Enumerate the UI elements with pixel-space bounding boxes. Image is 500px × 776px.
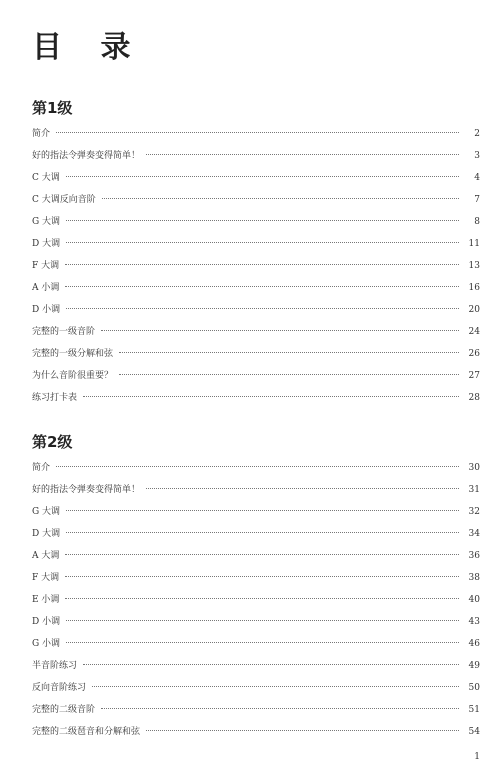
toc-entry[interactable] [32,523,480,545]
dot-leader [65,554,459,555]
toc-entry-page: 20 [468,305,480,315]
toc-entry[interactable] [32,479,480,501]
toc-entry-page: 24 [468,327,480,337]
toc-entry-page: 40 [468,595,480,605]
toc-entry-label: G 大调 [32,217,61,227]
toc-entry[interactable] [32,721,480,743]
toc-entry[interactable] [32,365,480,387]
toc-entry-label: D 大调 [32,239,61,249]
toc-entry-label: 半音阶练习 [32,661,78,671]
section-heading: 第2级 [32,433,73,451]
toc-entry-page: 13 [468,261,480,271]
dot-leader [56,466,459,467]
dot-leader [66,642,459,643]
toc-entry-page: 30 [468,463,480,473]
toc-entry-label: 简介 [32,129,51,139]
toc-entry-page: 27 [468,371,480,381]
toc-entry-page: 2 [474,129,480,139]
toc-entry[interactable] [32,211,480,233]
dot-leader [83,664,459,665]
dot-leader [146,154,459,155]
toc-entry-page: 46 [468,639,480,649]
dot-leader [66,532,459,533]
page-number: 1 [474,752,480,762]
dot-leader [66,242,459,243]
page-title: 目 录 [32,30,145,65]
dot-leader [65,264,459,265]
dot-leader [65,576,459,577]
toc-entry-label: C 大调反向音阶 [32,195,96,205]
toc-entry[interactable] [32,567,480,589]
toc-entry-label: 完整的二级音阶 [32,705,96,715]
toc-entry-page: 11 [468,239,480,249]
toc-entry-label: A 大调 [32,551,60,561]
toc-entry-page: 8 [474,217,480,227]
section-level-1 [32,98,480,409]
dot-leader [65,286,459,287]
toc-entry-label: 练习打卡表 [32,393,78,403]
dot-leader [119,374,459,375]
toc-list [32,457,480,743]
toc-entry-label: 完整的二级琶音和分解和弦 [32,727,141,737]
dot-leader [66,220,459,221]
toc-entry[interactable] [32,545,480,567]
toc-entry-page: 34 [468,529,480,539]
dot-leader [119,352,459,353]
toc-entry-page: 54 [468,727,480,737]
toc-entry-label: 好的指法令弹奏变得简单！ [32,151,141,161]
dot-leader [101,708,459,709]
toc-entry[interactable] [32,699,480,721]
toc-entry-page: 32 [468,507,480,517]
dot-leader [66,510,459,511]
toc-entry-page: 31 [468,485,480,495]
toc-entry-label: D 小调 [32,305,61,315]
dot-leader [66,620,459,621]
toc-entry-label: F 大调 [32,573,60,583]
toc-entry[interactable] [32,501,480,523]
toc-entry[interactable] [32,387,480,409]
toc-entry[interactable] [32,123,480,145]
toc-entry-label: C 大调 [32,173,60,183]
dot-leader [56,132,459,133]
toc-list [32,123,480,409]
toc-entry-label: E 小调 [32,595,60,605]
toc-entry[interactable] [32,343,480,365]
toc-entry-page: 3 [474,151,480,161]
toc-entry-page: 36 [468,551,480,561]
dot-leader [146,730,459,731]
dot-leader [83,396,459,397]
dot-leader [66,308,459,309]
toc-entry-label: D 小调 [32,617,61,627]
toc-entry-label: F 大调 [32,261,60,271]
section-heading: 第1级 [32,99,73,117]
toc-entry-label: 反向音阶练习 [32,683,87,693]
dot-leader [102,198,459,199]
toc-entry[interactable] [32,611,480,633]
toc-entry[interactable] [32,655,480,677]
dot-leader [101,330,459,331]
toc-entry-label: 完整的一级音阶 [32,327,96,337]
toc-entry[interactable] [32,589,480,611]
toc-entry[interactable] [32,321,480,343]
toc-entry[interactable] [32,233,480,255]
toc-entry-page: 49 [468,661,480,671]
toc-entry-page: 26 [468,349,480,359]
toc-entry-page: 4 [474,173,480,183]
dot-leader [65,598,459,599]
toc-entry-page: 51 [468,705,480,715]
toc-entry-label: 好的指法令弹奏变得简单！ [32,485,141,495]
toc-entry-label: 为什么音阶很重要？ [32,371,114,381]
toc-entry[interactable] [32,633,480,655]
toc-entry[interactable] [32,189,480,211]
dot-leader [146,488,459,489]
toc-entry-label: G 小调 [32,639,61,649]
toc-entry-page: 16 [468,283,480,293]
toc-entry-label: 完整的一级分解和弦 [32,349,114,359]
dot-leader [66,176,459,177]
toc-entry-page: 50 [468,683,480,693]
toc-entry[interactable] [32,677,480,699]
toc-entry-label: A 小调 [32,283,60,293]
toc-entry-label: G 大调 [32,507,61,517]
toc-entry[interactable] [32,145,480,167]
toc-entry-label: 简介 [32,463,51,473]
dot-leader [92,686,459,687]
toc-entry-page: 38 [468,573,480,583]
toc-entry-page: 43 [468,617,480,627]
toc-entry[interactable] [32,255,480,277]
toc-entry[interactable] [32,277,480,299]
toc-entry-page: 7 [474,195,480,205]
section-level-2 [32,432,480,743]
toc-entry[interactable] [32,457,480,479]
toc-entry[interactable] [32,299,480,321]
toc-entry-page: 28 [468,393,480,403]
toc-entry-label: D 大调 [32,529,61,539]
toc-entry[interactable] [32,167,480,189]
